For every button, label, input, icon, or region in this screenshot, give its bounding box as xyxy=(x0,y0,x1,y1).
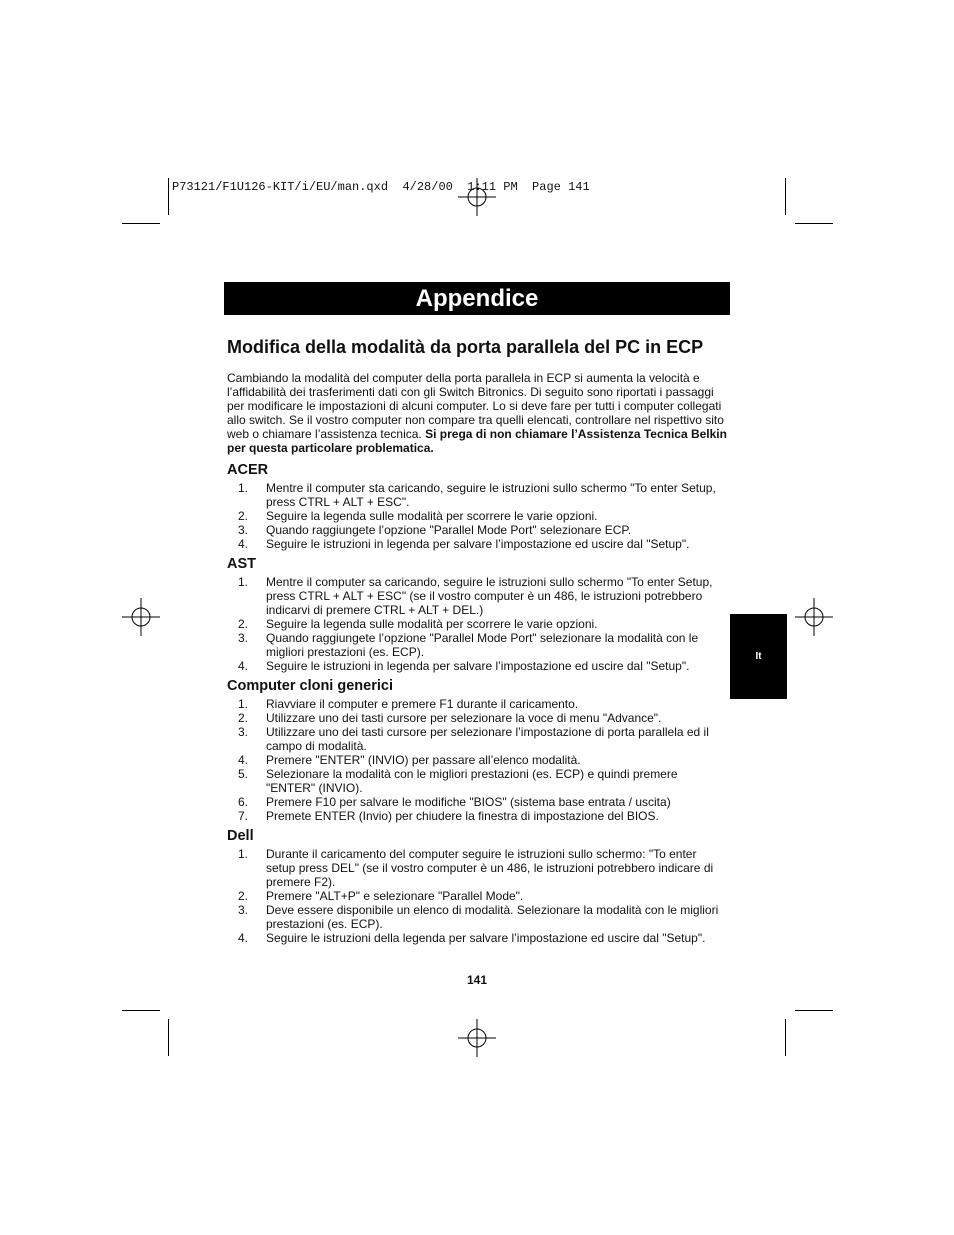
step-number: 2. xyxy=(238,617,249,631)
step-number: 1. xyxy=(238,697,249,711)
list-item xyxy=(227,697,727,711)
step-number: 3. xyxy=(238,903,249,917)
list-item xyxy=(227,795,727,809)
list-item xyxy=(227,537,727,551)
page-number: 141 xyxy=(466,973,488,987)
step-number: 1. xyxy=(238,847,249,861)
step-text: Utilizzare uno dei tasti cursore per selezionare l’impostazione di porta parallela ed il campo di modalità. xyxy=(266,725,709,753)
list-item xyxy=(227,523,727,537)
page-subtitle: Modifica della modalità da porta parallela del PC in ECP xyxy=(227,337,704,357)
list-item xyxy=(227,809,727,823)
list-item xyxy=(227,711,727,725)
registration-mark-left-icon xyxy=(122,598,160,636)
section-heading-generic-clones: Computer cloni generici xyxy=(227,678,393,694)
list-item xyxy=(227,481,727,509)
list-item xyxy=(227,847,727,889)
print-slug-line: P73121/F1U126-KIT/i/EU/man.qxd 4/28/00 1:11 PM Page 141 xyxy=(172,180,590,194)
intro-text: Cambiando la modalità del computer della porta parallela in ECP si aumenta la velocità e l’affidabilità dei trasferimenti dati con gli Switch Bitronics. Di seguito sono riportati i passaggi per modificare le impostazioni di alcuni computer. Lo si deve fare per tutti i computer collegati allo switch. Se il vostro computer non compare tra quelli elencati, controllare nel rispettivo sito web o chiamare l’assistenza tecnica. xyxy=(227,371,724,441)
intro-paragraph xyxy=(227,371,727,455)
step-text: Seguire la legenda sulle modalità per scorrere le varie opzioni. xyxy=(266,617,598,631)
step-text: Seguire le istruzioni in legenda per salvare l’impostazione ed uscire dal "Setup". xyxy=(266,659,690,673)
crop-mark-bottom-left-horizontal xyxy=(122,1010,160,1011)
step-number: 1. xyxy=(238,481,249,495)
step-number: 3. xyxy=(238,725,249,739)
step-text: Deve essere disponibile un elenco di modalità. Selezionare la modalità con le migliori prestazioni (es. ECP). xyxy=(266,903,719,931)
list-item xyxy=(227,725,727,753)
step-text: Mentre il computer sta caricando, seguire le istruzioni sullo schermo "To enter Setup, press CTRL + ALT + ESC". xyxy=(266,481,716,509)
crop-mark-top-right-horizontal xyxy=(795,223,833,224)
step-text: Quando raggiungete l’opzione "Parallel Mode Port" selezionare la modalità con le migliori prestazioni (es. ECP). xyxy=(266,631,699,659)
crop-mark-bottom-left-vertical xyxy=(168,1019,169,1056)
step-number: 6. xyxy=(238,795,249,809)
crop-mark-top-left-vertical xyxy=(168,178,169,215)
registration-mark-bottom-icon xyxy=(458,1019,496,1057)
step-text: Seguire le istruzioni della legenda per salvare l’impostazione ed uscire dal "Setup". xyxy=(266,931,706,945)
step-number: 4. xyxy=(238,659,249,673)
language-tab-label: It xyxy=(755,651,762,662)
step-text: Premere "ENTER" (INVIO) per passare all’elenco modalità. xyxy=(266,753,581,767)
section-heading-dell: Dell xyxy=(227,828,254,844)
language-tab xyxy=(730,614,787,699)
step-number: 2. xyxy=(238,889,249,903)
page-content xyxy=(227,335,727,947)
step-number: 2. xyxy=(238,509,249,523)
step-text: Selezionare la modalità con le migliori prestazioni (es. ECP) e quindi premere "ENTER" (INVIO). xyxy=(266,767,678,795)
list-item xyxy=(227,753,727,767)
crop-mark-bottom-right-vertical xyxy=(785,1019,786,1056)
list-item xyxy=(227,509,727,523)
list-item xyxy=(227,931,727,945)
step-text: Seguire le istruzioni in legenda per salvare l’impostazione ed uscire dal "Setup". xyxy=(266,537,690,551)
list-item xyxy=(227,903,727,931)
step-text: Premete ENTER (Invio) per chiudere la finestra di impostazione del BIOS. xyxy=(266,809,659,823)
steps-list-dell xyxy=(227,847,727,945)
step-number: 4. xyxy=(238,931,249,945)
step-number: 3. xyxy=(238,631,249,645)
step-text: Riavviare il computer e premere F1 durante il caricamento. xyxy=(266,697,579,711)
step-text: Mentre il computer sa caricando, seguire le istruzioni sullo schermo "To enter Setup, press CTRL + ALT + ESC" (se il vostro computer è un 486, le istruzioni potrebbero indicarvi di premere CTRL + ALT + DEL.) xyxy=(266,575,713,617)
list-item xyxy=(227,631,727,659)
crop-mark-top-left-horizontal xyxy=(122,223,160,224)
steps-list-generic-clones xyxy=(227,697,727,823)
step-number: 4. xyxy=(238,753,249,767)
step-number: 3. xyxy=(238,523,249,537)
step-number: 2. xyxy=(238,711,249,725)
step-text: Premere "ALT+P" e selezionare "Parallel Mode". xyxy=(266,889,524,903)
steps-list-ast xyxy=(227,575,727,673)
registration-mark-right-icon xyxy=(795,598,833,636)
steps-list-acer xyxy=(227,481,727,551)
section-heading-ast: AST xyxy=(227,556,256,572)
crop-mark-top-right-vertical xyxy=(785,178,786,215)
section-heading-acer: ACER xyxy=(227,462,269,478)
step-text: Durante il caricamento del computer seguire le istruzioni sullo schermo: "To enter setup press DEL" (se il vostro computer è un 486, le istruzioni potrebbero indicare di premere F2). xyxy=(266,847,714,889)
step-text: Seguire la legenda sulle modalità per scorrere le varie opzioni. xyxy=(266,509,598,523)
list-item xyxy=(227,767,727,795)
step-number: 5. xyxy=(238,767,249,781)
step-text: Utilizzare uno dei tasti cursore per selezionare la voce di menu "Advance". xyxy=(266,711,662,725)
intro-bold-notice: Si prega di non chiamare l’Assistenza Tecnica Belkin per questa particolare problematica. xyxy=(227,427,727,455)
step-number: 7. xyxy=(238,809,249,823)
step-text: Premere F10 per salvare le modifiche "BIOS" (sistema base entrata / uscita) xyxy=(266,795,671,809)
list-item xyxy=(227,889,727,903)
registration-mark-top-icon xyxy=(458,178,496,216)
step-number: 1. xyxy=(238,575,249,589)
step-text: Quando raggiungete l’opzione "Parallel Mode Port" selezionare ECP. xyxy=(266,523,632,537)
section-banner: Appendice xyxy=(224,282,730,315)
list-item xyxy=(227,659,727,673)
list-item xyxy=(227,575,727,617)
step-number: 4. xyxy=(238,537,249,551)
list-item xyxy=(227,617,727,631)
crop-mark-bottom-right-horizontal xyxy=(795,1010,833,1011)
